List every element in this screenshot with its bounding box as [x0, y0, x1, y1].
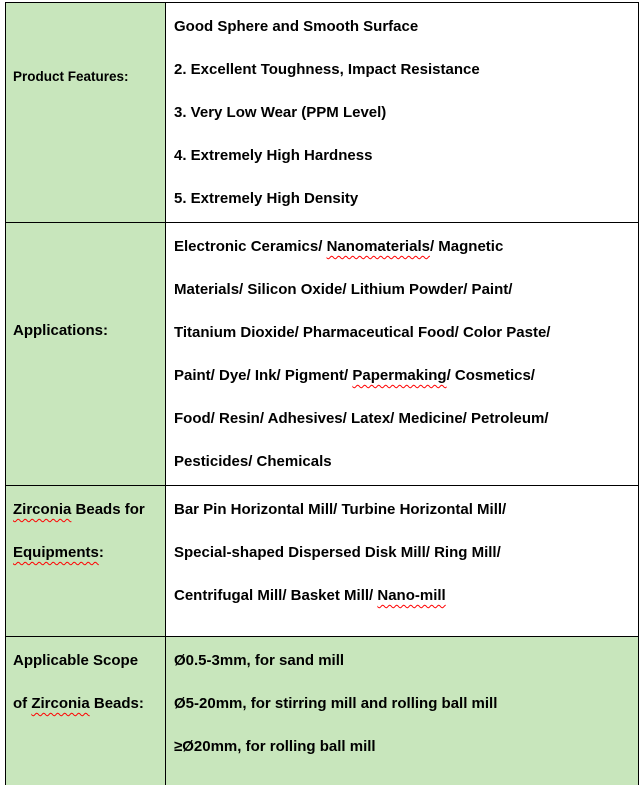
content-text-line	[174, 5, 632, 48]
content-text-line	[174, 311, 632, 354]
applications-label-cell	[6, 223, 166, 486]
spellcheck-flagged-text: Nano-mill	[377, 587, 446, 604]
text-segment: Applicable Scope	[13, 652, 139, 669]
text-segment: Bar Pin Horizontal Mill/ Turbine Horizontal Mill/	[174, 501, 507, 518]
applicable-scope-label-cell	[6, 637, 166, 785]
content-text-line	[174, 725, 632, 768]
content-text-line	[174, 354, 632, 397]
text-segment: Good Sphere and Smooth Surface	[174, 18, 419, 35]
applicable-scope-content-cell	[166, 637, 639, 785]
label-text-line	[13, 531, 161, 574]
content-text-line	[174, 574, 632, 617]
equipments-label-cell	[6, 486, 166, 637]
table-row-equipments	[6, 486, 639, 637]
text-segment: Special-shaped Dispersed Disk Mill/ Ring Mill/	[174, 544, 501, 561]
content-text-line	[174, 531, 632, 574]
applications-content-cell	[166, 223, 639, 486]
text-segment: ≥Ø20mm, for rolling ball mill	[174, 738, 376, 755]
content-text-line	[174, 639, 632, 682]
spellcheck-flagged-text: Equipments	[13, 544, 99, 561]
text-segment: Food/ Resin/ Adhesives/ Latex/ Medicine/ Petroleum/	[174, 410, 549, 427]
product-spec-table	[5, 2, 639, 785]
text-segment: of	[13, 695, 32, 712]
content-text-line	[174, 48, 632, 91]
content-text-line	[174, 134, 632, 177]
text-segment: Product Features:	[13, 69, 129, 84]
content-text-line	[174, 177, 632, 220]
content-text-line	[174, 488, 632, 531]
text-segment: Beads:	[89, 695, 144, 712]
table-row-applications	[6, 223, 639, 486]
text-segment: / Magnetic	[429, 238, 504, 255]
text-segment: / Cosmetics/	[446, 367, 535, 384]
text-segment: :	[98, 544, 104, 561]
product-features-label-cell	[6, 3, 166, 223]
content-text-line	[174, 440, 632, 483]
label-text-line	[13, 488, 161, 531]
label-text-line	[13, 639, 161, 682]
label-text-line	[13, 682, 161, 725]
content-text-line	[174, 268, 632, 311]
content-text-line	[174, 225, 632, 268]
table-row-product-features	[6, 3, 639, 223]
text-segment: Beads for	[71, 501, 145, 518]
equipments-content-cell	[166, 486, 639, 637]
label-text-line	[13, 67, 161, 87]
spellcheck-flagged-text: Nanomaterials	[326, 238, 430, 255]
text-segment: Pesticides/ Chemicals	[174, 453, 332, 470]
table-row-applicable-scope	[6, 637, 639, 785]
content-text-line	[174, 397, 632, 440]
text-segment: Materials/ Silicon Oxide/ Lithium Powder/ Paint/	[174, 281, 513, 298]
spellcheck-flagged-text: Zirconia	[31, 695, 90, 712]
spellcheck-flagged-text: Zirconia	[13, 501, 72, 518]
text-segment: 3. Very Low Wear (PPM Level)	[174, 104, 387, 121]
table-body	[6, 3, 639, 785]
text-segment: 5. Extremely High Density	[174, 190, 359, 207]
text-segment: Paint/ Dye/ Ink/ Pigment/	[174, 367, 353, 384]
text-segment: Centrifugal Mill/ Basket Mill/	[174, 587, 378, 604]
text-segment: Ø0.5-3mm, for sand mill	[174, 652, 345, 669]
text-segment: Applications:	[13, 322, 109, 339]
text-segment: Electronic Ceramics/	[174, 238, 327, 255]
spellcheck-flagged-text: Papermaking	[352, 367, 447, 384]
text-segment: Titanium Dioxide/ Pharmaceutical Food/ Color Paste/	[174, 324, 551, 341]
product-features-content-cell	[166, 3, 639, 223]
text-segment: 4. Extremely High Hardness	[174, 147, 373, 164]
content-text-line	[174, 91, 632, 134]
text-segment: Ø5-20mm, for stirring mill and rolling ball mill	[174, 695, 498, 712]
text-segment: 2. Excellent Toughness, Impact Resistance	[174, 61, 480, 78]
content-text-line	[174, 682, 632, 725]
label-text-line	[13, 309, 161, 352]
